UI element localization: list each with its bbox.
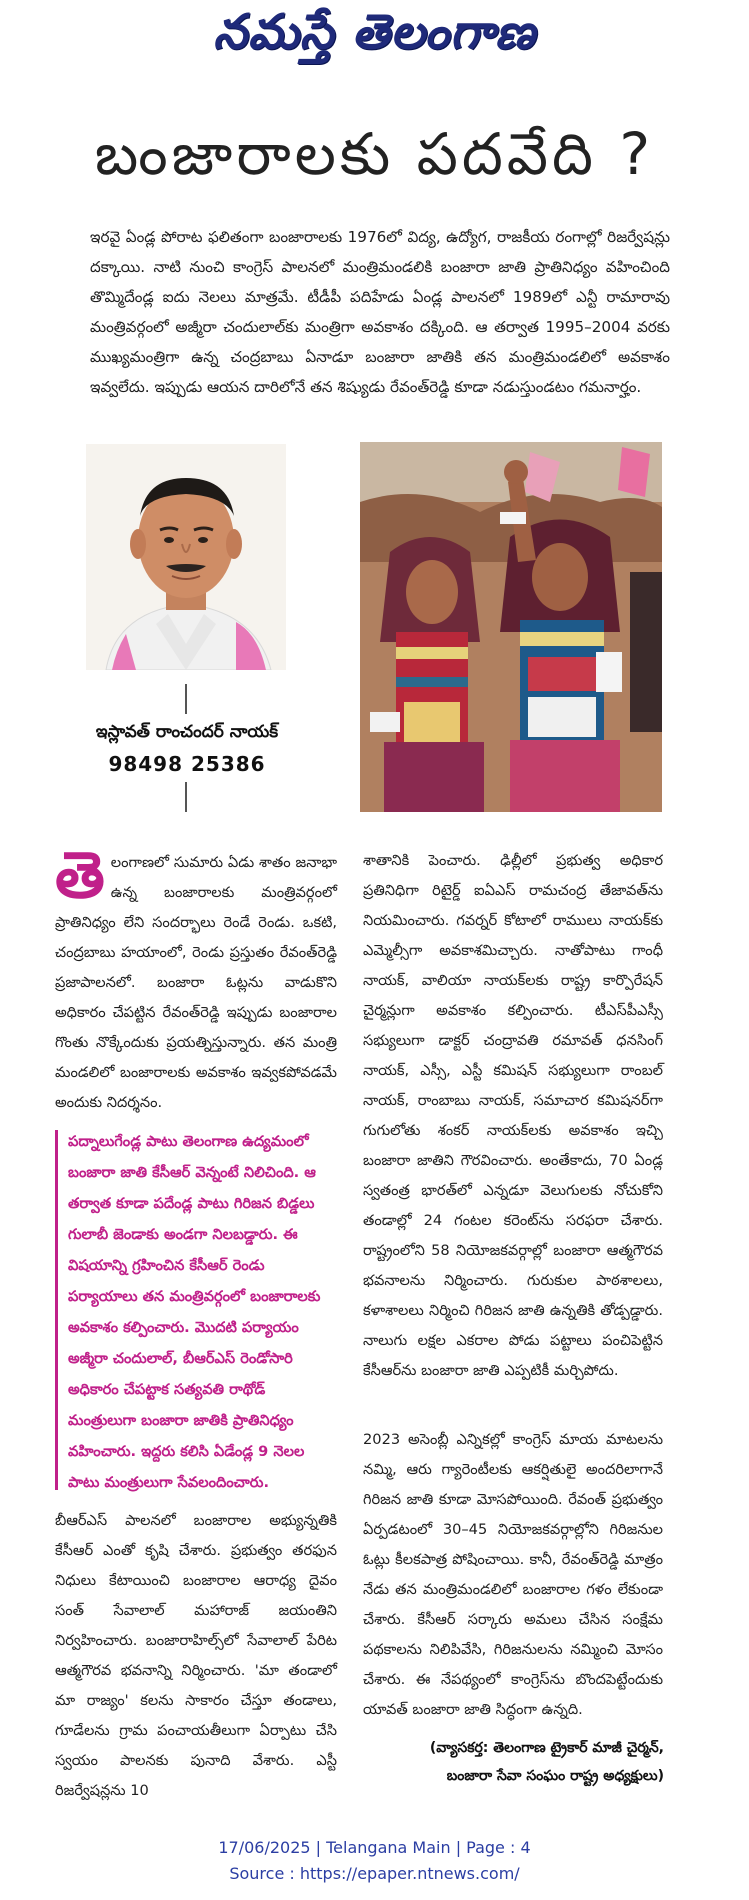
right-column-paragraph-2: 2023 అసెంబ్లీ ఎన్నికల్లో కాంగ్రెస్ మాయ మాటలను నమ్మి, ఆరు గ్యారెంటీలకు ఆకర్షితులై అందరిలాగానే గిరిజన జాతి కూడా మోసపోయింది. రేవంత్ ప్రభుత్వం ఏర్పడటంలో 30–45 నియోజకవర్గాల్లోని గిరిజనుల ఓట్లు కీలకపాత్ర పోషించాయి. కానీ, రేవంత్‌రెడ్డి మాత్రం నేడు తన మంత్రిమండలిలో బంజారాల గళం లేకుండా చేశారు. కేసీఆర్ సర్కారు అమలు చేసిన సంక్షేమ పథకాలను నిలిపివేసి, గిరిజనులను నమ్మించి మోసం చేశారు. ఈ నేపథ్యంలో కాంగ్రెస్‌ను బొందపెట్టేందుకు యావత్ బంజారా జాతి సిద్ధంగా ఉన్నది. xyxy=(363,1431,663,1718)
author-phone: 98498 25386 xyxy=(108,752,266,776)
left-column-paragraph-1 xyxy=(55,839,337,1118)
footer-source-link[interactable]: Source : https://epaper.ntnews.com/ xyxy=(229,1864,520,1883)
divider-bottom xyxy=(185,782,187,812)
left-column-text-1: లంగాణలో సుమారు ఏడు శాతం జనాభా ఉన్న బంజారాలకు మంత్రివర్గంలో ప్రాతినిధ్యం లేని సందర్భాలు రెండే రెండు. ఒకటి, చంద్రబాబు హయాంలో, రెండు ప్రస్తుతం రేవంత్‌రెడ్డి ప్రజాపాలనలో. బంజారా ఓట్లను వాడుకొని అధికారం చేపట్టిన రేవంత్‌రెడ్డి ఇప్పుడు బంజారాల గొంతు నొక్కేందుకు ప్రయత్నిస్తున్నారు. తన మంత్రి మండలిలో బంజారాలకు అవకాశం ఇవ్వకపోవడమే అందుకు నిదర్శనం. xyxy=(55,854,337,1111)
divider-top xyxy=(185,684,187,714)
author-name: ఇస్లావత్ రాంచందర్ నాయక్ xyxy=(95,722,279,742)
author-photo xyxy=(86,444,286,670)
pullquote: పద్నాలుగేండ్ల పాటు తెలంగాణ ఉద్యమంలో బంజారా జాతి కేసీఆర్ వెన్నంటే నిలిచింది. ఆ తర్వాత కూడా పదేండ్ల పాటు గిరిజన బిడ్డలు గులాబీ జెండాకు అండగా నిలబడ్డారు. ఈ విషయాన్ని గ్రహించిన కేసీఆర్ రెండు పర్యాయాలు తన మంత్రివర్గంలో బంజారాలకు అవకాశం కల్పించారు. మొదటి పర్యాయం అజ్మీరా చందులాల్, బీఆర్‌ఎస్ రెండోసారి అధికారం చేపట్టాక సత్యవతి రాథోడ్ మంత్రులుగా బంజారా జాతికి ప్రాతినిధ్యం వహించారు. ఇద్దరు కలిసి ఏడేండ్ల 9 నెలల పాటు మంత్రులుగా సేవలందించారు. xyxy=(68,1133,321,1491)
left-column-paragraph-2: బీఆర్‌ఎస్ పాలనలో బంజారాల అభ్యున్నతికి కేసీఆర్ ఎంతో కృషి చేశారు. ప్రభుత్వం తరఫున నిధులు కేటాయించి బంజారాల ఆరాధ్య దైవం సంత్ సేవాలాల్ మహారాజ్ జయంతిని నిర్వహించారు. బంజారాహిల్స్‌లో సేవాలాల్ పేరిట ఆత్మగౌరవ భవనాన్ని నిర్మించారు. 'మా తండాలో మా రాజ్యం' కలను సాకారం చేస్తూ తండాలు, గూడేలను గ్రామ పంచాయతీలుగా ఏర్పాటు చేసి స్వయం పాలనకు పునాది వేశారు. ఎస్టీ రిజర్వేషన్లను 10 xyxy=(55,1512,337,1799)
article-headline: బంజారాలకు పదవేది ? xyxy=(94,120,655,188)
author-byline: (వ్యాసకర్త: తెలంగాణ ట్రైకార్ మాజీ చైర్మన్, బంజారా సేవా సంఘం రాష్ట్ర అధ్యక్షులు) xyxy=(429,1740,664,1784)
banjara-women-photo xyxy=(360,442,662,812)
article-intro: ఇరవై ఏండ్ల పోరాట ఫలితంగా బంజారాలకు 1976లో విద్య, ఉద్యోగ, రాజకీయ రంగాల్లో రిజర్వేషన్లు దక్కాయి. నాటి నుంచి కాంగ్రెస్ పాలనలో మంత్రిమండలికి బంజారా జాతి ప్రాతినిధ్యం వహించింది తొమ్మిదేండ్ల ఐదు నెలలు మాత్రమే. టీడీపీ పదిహేడు ఏండ్ల పాలనలో 1989లో ఎన్టీ రామారావు మంత్రివర్గంలో అజ్మీరా చందులాల్‌కు మంత్రిగా అవకాశం దక్కింది. ఆ తర్వాత 1995–2004 వరకు ముఖ్యమంత్రిగా ఉన్న చంద్రబాబు ఏనాడూ బంజారా జాతికి తన మంత్రిమండలిలో అవకాశం ఇవ్వలేదు. ఇప్పుడు ఆయన దారిలోనే తన శిష్యుడు రేవంత్‌రెడ్డి కూడా నడుస్తుండటం గమనార్హం. xyxy=(90,228,670,396)
dropcap-letter: తె xyxy=(55,839,105,913)
masthead-logo: నమస్తే తెలంగాణ xyxy=(213,4,536,60)
pullquote-bar xyxy=(55,1130,58,1490)
right-column-paragraph-1: శాతానికి పెంచారు. ఢిల్లీలో ప్రభుత్వ అధికార ప్రతినిధిగా రిటైర్డ్ ఐఏఎస్ రామచంద్ర తేజావత్‌ను నియమించారు. గవర్నర్ కోటాలో రాములు నాయక్‌కు ఎమ్మెల్సీగా అవకాశమిచ్చారు. నాతోపాటు గాంధీ నాయక్, వాలియా నాయక్‌లకు రాష్ట్ర కార్పొరేషన్ చైర్మన్లుగా అవకాశం కల్పించారు. టీఎస్‌పీఎస్సీ సభ్యులుగా డాక్టర్ చంద్రావతి రమావత్ ధనసింగ్ నాయక్, ఎస్సీ, ఎస్టీ కమిషన్ సభ్యులుగా రాంబల్ నాయక్, రాంబాబు నాయక్, సమాచార కమిషనర్‌గా గుగులోతు శంకర్ నాయక్‌లకు అవకాశం ఇచ్చి బంజారా జాతిని గౌరవించారు. అంతేకాదు, 70 ఏండ్ల స్వతంత్ర భారత్‌లో ఎన్నడూ వెలుగులకు నోచుకోని తండాల్లో 24 గంటల కరెంట్‌ను సరఫరా చేశారు. రాష్ట్రంలోని 58 నియోజకవర్గాల్లో బంజారా ఆత్మగౌరవ భవనాలను నిర్మించారు. గురుకుల పాఠశాలలు, కళాశాలలు నిర్మించి గిరిజన జాతి ఉన్నతికి తోడ్పడ్డారు. నాలుగు లక్షల ఎకరాల పోడు పట్టాలు పంచిపెట్టిన కేసీఆర్‌ను బంజారా జాతి ఎప్పటికీ మర్చిపోదు. xyxy=(363,852,663,1379)
footer-date-line: 17/06/2025 | Telangana Main | Page : 4 xyxy=(218,1838,531,1857)
